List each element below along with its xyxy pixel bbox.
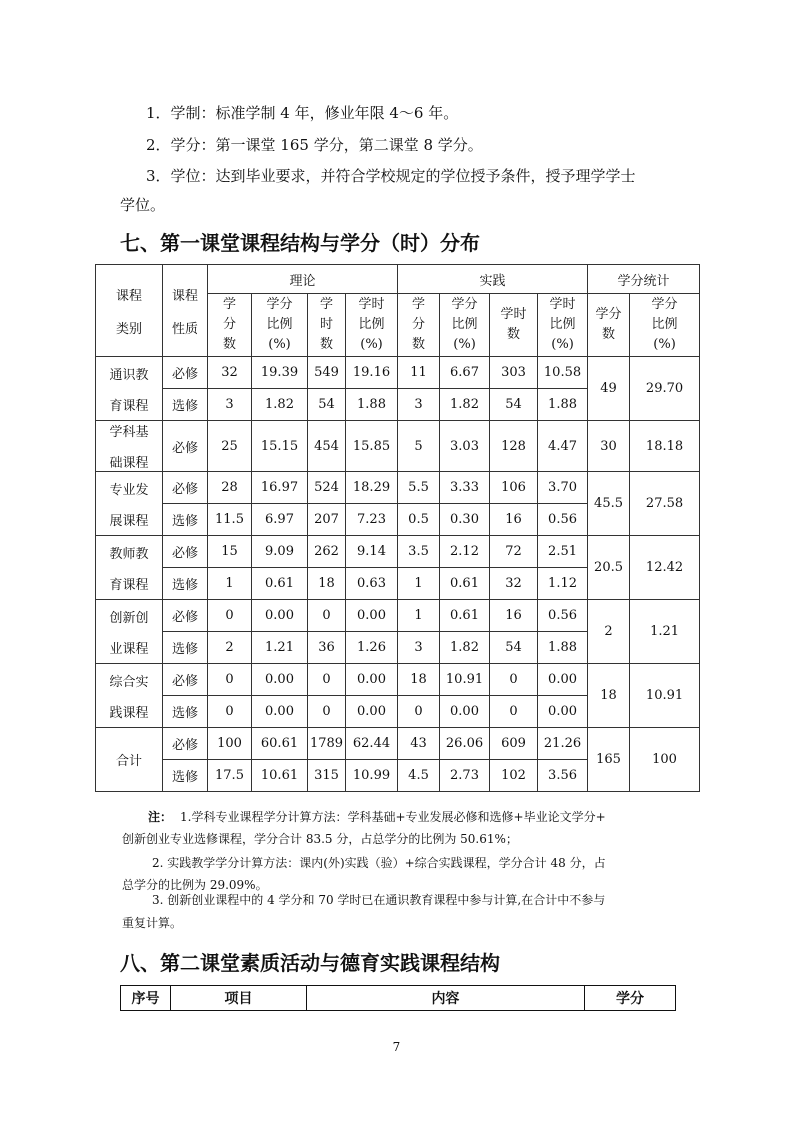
header-theory: 理论	[208, 265, 398, 294]
course-nature-cell: 必修	[163, 664, 208, 696]
value-cell: 11	[398, 357, 440, 389]
subheader-practice-hours-ratio: 学时 比例 (%)	[538, 294, 588, 357]
value-cell: 16.97	[252, 472, 308, 504]
value-cell: 0.00	[440, 696, 490, 728]
value-cell: 0.56	[538, 504, 588, 536]
value-cell: 0	[490, 696, 538, 728]
value-cell: 207	[308, 504, 346, 536]
value-cell: 0	[208, 600, 252, 632]
value-cell: 0	[308, 664, 346, 696]
stats-credit-cell: 45.5	[588, 472, 630, 536]
value-cell: 106	[490, 472, 538, 504]
value-cell: 21.26	[538, 728, 588, 760]
value-cell: 0.00	[346, 600, 398, 632]
value-cell: 0	[208, 664, 252, 696]
stats-ratio-cell: 18.18	[630, 421, 700, 472]
value-cell: 3	[398, 632, 440, 664]
note-3: 3. 创新创业课程中的 4 学分和 70 学时已在通识教育课程中参与计算,在合计中不参与	[152, 893, 606, 907]
value-cell: 524	[308, 472, 346, 504]
table-row	[96, 472, 700, 504]
value-cell: 1.88	[538, 632, 588, 664]
stats-ratio-cell: 100	[630, 728, 700, 792]
value-cell: 1.21	[252, 632, 308, 664]
course-category-cell: 合计	[96, 728, 163, 792]
value-cell: 54	[490, 389, 538, 421]
stats-credit-cell: 20.5	[588, 536, 630, 600]
col-content: 内容	[306, 986, 584, 1011]
subheader-practice-credit: 学 分 数	[398, 294, 440, 357]
intro-item-2: 2．学分：第一课堂 165 学分，第二课堂 8 学分。	[146, 136, 483, 154]
value-cell: 10.61	[252, 760, 308, 792]
value-cell: 0.00	[538, 696, 588, 728]
value-cell: 19.39	[252, 357, 308, 389]
value-cell: 4.47	[538, 421, 588, 472]
subheader-stats-credit: 学分 数	[588, 294, 630, 357]
value-cell: 1	[398, 600, 440, 632]
intro-item-3: 3．学位：达到毕业要求，并符合学校规定的学位授予条件，授予理学学士	[146, 167, 636, 185]
value-cell: 100	[208, 728, 252, 760]
value-cell: 15	[208, 536, 252, 568]
course-nature-cell: 选修	[163, 760, 208, 792]
value-cell: 609	[490, 728, 538, 760]
table-row	[96, 728, 700, 760]
value-cell: 0.30	[440, 504, 490, 536]
value-cell: 36	[308, 632, 346, 664]
header-credit-stats: 学分统计	[588, 265, 700, 294]
value-cell: 1.88	[538, 389, 588, 421]
value-cell: 25	[208, 421, 252, 472]
course-category-cell: 专业发 展课程	[96, 472, 163, 536]
subheader-practice-credit-ratio: 学分 比例 (%)	[440, 294, 490, 357]
value-cell: 0.00	[538, 664, 588, 696]
value-cell: 15.85	[346, 421, 398, 472]
value-cell: 3	[398, 389, 440, 421]
value-cell: 2.73	[440, 760, 490, 792]
value-cell: 7.23	[346, 504, 398, 536]
value-cell: 4.5	[398, 760, 440, 792]
course-nature-cell: 必修	[163, 600, 208, 632]
table-row	[96, 421, 700, 472]
value-cell: 0.00	[252, 600, 308, 632]
value-cell: 1.82	[252, 389, 308, 421]
subheader-theory-hours-ratio: 学时 比例 (%)	[346, 294, 398, 357]
course-category-cell: 创新创 业课程	[96, 600, 163, 664]
value-cell: 54	[490, 632, 538, 664]
value-cell: 28	[208, 472, 252, 504]
value-cell: 0.5	[398, 504, 440, 536]
course-nature-cell: 必修	[163, 472, 208, 504]
stats-ratio-cell: 10.91	[630, 664, 700, 728]
stats-credit-cell: 49	[588, 357, 630, 421]
stats-ratio-cell: 12.42	[630, 536, 700, 600]
value-cell: 0.61	[440, 568, 490, 600]
note-1-cont: 创新创业专业选修课程，学分合计 83.5 分，占总学分的比例为 50.61%；	[122, 832, 518, 846]
course-nature-cell: 选修	[163, 389, 208, 421]
subheader-theory-credit: 学 分 数	[208, 294, 252, 357]
value-cell: 5	[398, 421, 440, 472]
col-credit: 学分	[584, 986, 675, 1011]
value-cell: 3.03	[440, 421, 490, 472]
col-item: 项目	[171, 986, 307, 1011]
table-row	[96, 536, 700, 568]
subheader-stats-ratio: 学分 比例 (%)	[630, 294, 700, 357]
value-cell: 0.61	[440, 600, 490, 632]
section-7-title: 七、第一课堂课程结构与学分（时）分布	[120, 231, 480, 255]
value-cell: 0.00	[346, 696, 398, 728]
value-cell: 72	[490, 536, 538, 568]
value-cell: 0	[308, 600, 346, 632]
value-cell: 0.00	[252, 696, 308, 728]
course-category-cell: 学科基 础课程	[96, 421, 163, 472]
value-cell: 1.12	[538, 568, 588, 600]
value-cell: 54	[308, 389, 346, 421]
value-cell: 303	[490, 357, 538, 389]
stats-ratio-cell: 29.70	[630, 357, 700, 421]
section-8-title: 八、第二课堂素质活动与德育实践课程结构	[120, 951, 500, 975]
note-3-cont: 重复计算。	[122, 916, 183, 930]
value-cell: 2.12	[440, 536, 490, 568]
value-cell: 3.33	[440, 472, 490, 504]
value-cell: 32	[490, 568, 538, 600]
value-cell: 1.26	[346, 632, 398, 664]
value-cell: 3.5	[398, 536, 440, 568]
stats-ratio-cell: 1.21	[630, 600, 700, 664]
col-serial: 序号	[121, 986, 171, 1011]
value-cell: 15.15	[252, 421, 308, 472]
value-cell: 26.06	[440, 728, 490, 760]
value-cell: 10.91	[440, 664, 490, 696]
header-course-nature: 课程 性质	[163, 265, 208, 357]
value-cell: 0	[308, 696, 346, 728]
value-cell: 128	[490, 421, 538, 472]
course-nature-cell: 必修	[163, 357, 208, 389]
stats-credit-cell: 165	[588, 728, 630, 792]
value-cell: 16	[490, 600, 538, 632]
value-cell: 6.97	[252, 504, 308, 536]
intro-item-1: 1．学制：标准学制 4 年，修业年限 4～6 年。	[146, 104, 459, 122]
value-cell: 1.82	[440, 632, 490, 664]
table-row	[96, 600, 700, 632]
value-cell: 2.51	[538, 536, 588, 568]
credit-distribution-table	[95, 264, 700, 792]
value-cell: 16	[490, 504, 538, 536]
value-cell: 0	[490, 664, 538, 696]
value-cell: 549	[308, 357, 346, 389]
note-2-cont: 总学分的比例为 29.09%。	[122, 878, 268, 892]
value-cell: 9.14	[346, 536, 398, 568]
course-nature-cell: 选修	[163, 504, 208, 536]
value-cell: 17.5	[208, 760, 252, 792]
stats-credit-cell: 2	[588, 600, 630, 664]
value-cell: 0	[208, 696, 252, 728]
value-cell: 10.58	[538, 357, 588, 389]
course-category-cell: 教师教 育课程	[96, 536, 163, 600]
value-cell: 2	[208, 632, 252, 664]
value-cell: 43	[398, 728, 440, 760]
second-classroom-table	[120, 985, 676, 1011]
value-cell: 18.29	[346, 472, 398, 504]
value-cell: 454	[308, 421, 346, 472]
course-nature-cell: 必修	[163, 536, 208, 568]
stats-credit-cell: 18	[588, 664, 630, 728]
note-2: 2. 实践教学学分计算方法：课内(外)实践（验）+综合实践课程，学分合计 48 分，占	[152, 856, 606, 870]
value-cell: 18	[398, 664, 440, 696]
course-nature-cell: 选修	[163, 696, 208, 728]
value-cell: 1789	[308, 728, 346, 760]
value-cell: 3.70	[538, 472, 588, 504]
table-row	[96, 357, 700, 389]
course-nature-cell: 选修	[163, 632, 208, 664]
stats-credit-cell: 30	[588, 421, 630, 472]
value-cell: 9.09	[252, 536, 308, 568]
course-nature-cell: 必修	[163, 421, 208, 472]
value-cell: 315	[308, 760, 346, 792]
value-cell: 10.99	[346, 760, 398, 792]
value-cell: 32	[208, 357, 252, 389]
course-nature-cell: 必修	[163, 728, 208, 760]
value-cell: 11.5	[208, 504, 252, 536]
value-cell: 3.56	[538, 760, 588, 792]
value-cell: 1	[208, 568, 252, 600]
intro-item-3-cont: 学位。	[120, 196, 166, 214]
value-cell: 62.44	[346, 728, 398, 760]
value-cell: 3	[208, 389, 252, 421]
header-course-category: 课程 类别	[96, 265, 163, 357]
value-cell: 19.16	[346, 357, 398, 389]
header-practice: 实践	[398, 265, 588, 294]
value-cell: 60.61	[252, 728, 308, 760]
value-cell: 0.56	[538, 600, 588, 632]
subheader-practice-hours: 学时 数	[490, 294, 538, 357]
course-category-cell: 综合实 践课程	[96, 664, 163, 728]
course-nature-cell: 选修	[163, 568, 208, 600]
value-cell: 1.82	[440, 389, 490, 421]
value-cell: 262	[308, 536, 346, 568]
value-cell: 0	[398, 696, 440, 728]
value-cell: 6.67	[440, 357, 490, 389]
page-number: 7	[392, 1040, 401, 1054]
subheader-theory-hours: 学 时 数	[308, 294, 346, 357]
value-cell: 18	[308, 568, 346, 600]
value-cell: 0.63	[346, 568, 398, 600]
stats-ratio-cell: 27.58	[630, 472, 700, 536]
value-cell: 1.88	[346, 389, 398, 421]
value-cell: 0.00	[252, 664, 308, 696]
table-row	[96, 664, 700, 696]
value-cell: 0.00	[346, 664, 398, 696]
value-cell: 0.61	[252, 568, 308, 600]
value-cell: 5.5	[398, 472, 440, 504]
subheader-theory-credit-ratio: 学分 比例 (%)	[252, 294, 308, 357]
course-category-cell: 通识教 育课程	[96, 357, 163, 421]
note-1: 注： 1.学科专业课程学分计算方法：学科基础+专业发展必修和选修+毕业论文学分+	[148, 810, 606, 824]
value-cell: 102	[490, 760, 538, 792]
value-cell: 1	[398, 568, 440, 600]
